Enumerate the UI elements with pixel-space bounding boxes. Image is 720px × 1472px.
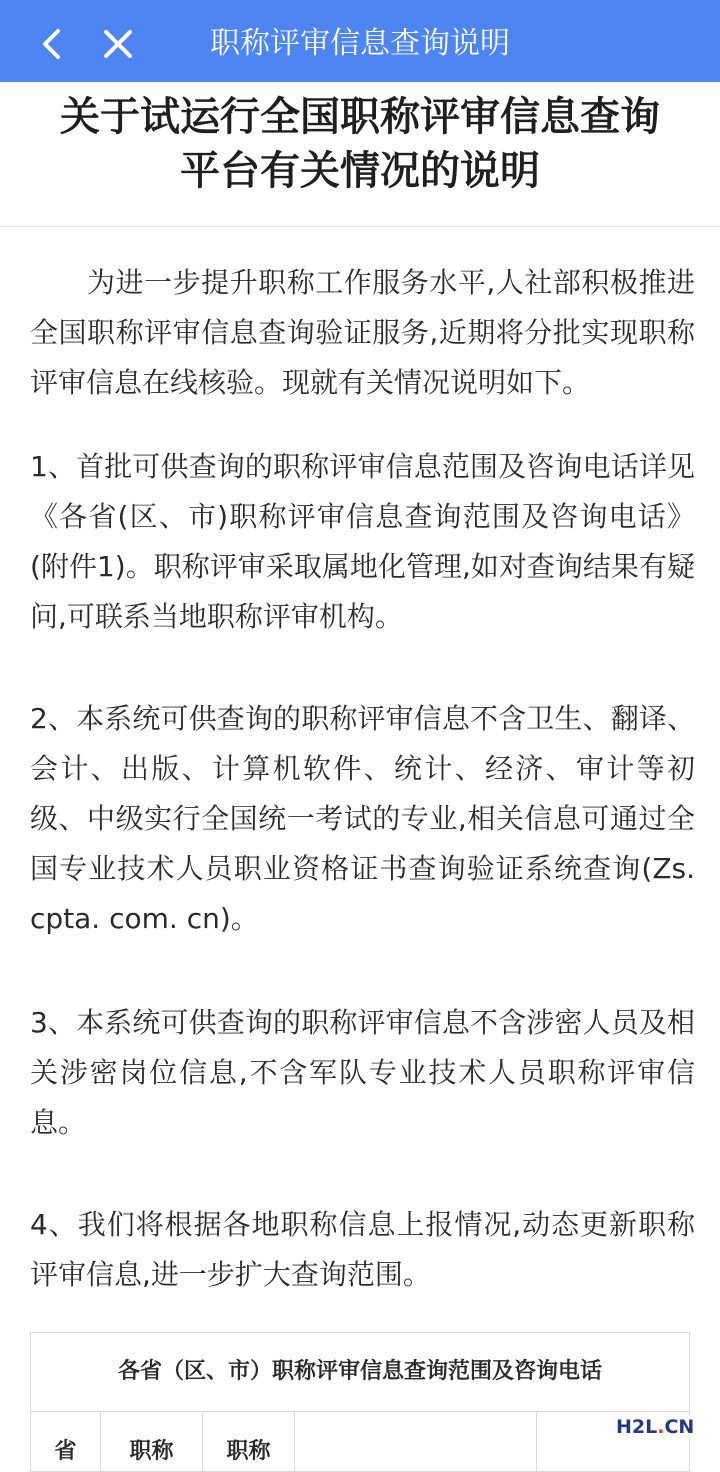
table-caption: 各省（区、市）职称评审信息查询范围及咨询电话 [31,1333,689,1412]
chevron-left-icon[interactable] [26,18,78,70]
watermark-dot: . [657,1416,665,1438]
item-paragraph-2: 2、本系统可供查询的职称评审信息不含卫生、翻译、会计、出版、计算机软件、统计、经济、审计等初级、中级实行全国统一考试的专业,相关信息可通过全国专业技术人员职业资格证书查询验证系统查询(Zs. cpta. com. cn)。 [30,702,695,935]
table-header-cell [295,1412,537,1472]
item-paragraph-4: 4、我们将根据各地职称信息上报情况,动态更新职称评审信息,进一步扩大查询范围。 [30,1208,695,1291]
top-nav-bar [0,0,720,82]
table-header-cell: 职称 [203,1412,295,1472]
item-paragraph-3: 3、本系统可供查询的职称评审信息不含涉密人员及相关涉密岗位信息,不含军队专业技术人员职称评审信息。 [30,1006,695,1139]
watermark-tail: CN [664,1416,695,1438]
article-title-line-2: 平台有关情况的说明 [180,148,540,194]
item-paragraph-1: 1、首批可供查询的职称评审信息范围及咨询电话详见《各省(区、市)职称评审信息查询范围及咨询电话》(附件1)。职称评审采取属地化管理,如对查询结果有疑问,可联系当地职称评审机构。 [30,450,695,633]
attachment-table [30,1332,690,1472]
intro-paragraph: 为进一步提升职称工作服务水平,人社部积极推进全国职称评审信息查询验证服务,近期将分批实现职称评审信息在线核验。现就有关情况说明如下。 [30,266,695,399]
table-header-cell: 职称 [101,1412,203,1472]
watermark-main: H2L [616,1416,658,1438]
article-title [0,90,720,198]
close-icon[interactable] [92,18,144,70]
article-title-line-1: 关于试运行全国职称评审信息查询 [60,94,660,140]
site-watermark [614,1416,696,1438]
table-header-cell: 省 [31,1412,101,1472]
divider [0,226,720,227]
nav-title: 职称评审信息查询说明 [210,26,510,61]
